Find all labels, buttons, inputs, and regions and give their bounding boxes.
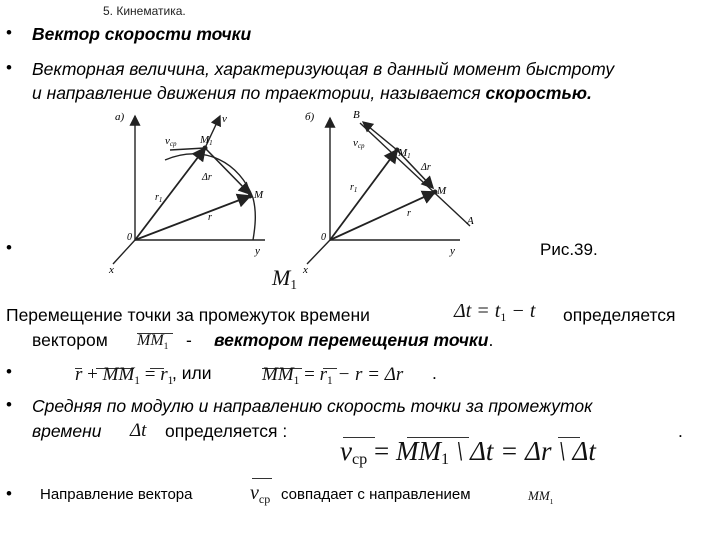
formula-line-dot: . (432, 363, 437, 383)
m1-subscript: 1 (290, 277, 297, 292)
big-mm-sub: 1 (440, 450, 450, 468)
avg-line-2-mid: определяется : (165, 421, 288, 441)
figure-b-dr-label: Δr (421, 162, 431, 173)
figure-b-origin-label: 0 (321, 232, 326, 243)
eq2-eq: = (299, 364, 320, 385)
eq1-r1: r (160, 364, 168, 385)
bullet-5-marker: • (6, 395, 12, 414)
displacement-dash: - (186, 330, 192, 350)
figure-a-panel-label: а) (115, 111, 125, 123)
average-velocity-formula (340, 436, 596, 469)
figure-b-trajectory (360, 123, 470, 226)
bullet-4-marker: • (6, 362, 12, 381)
mm1-vector (137, 332, 168, 352)
eq1-eq: = (139, 364, 161, 385)
figure-a-x-label: x (109, 264, 114, 276)
last-text-2: совпадает с направлением (281, 486, 471, 503)
figure-b-b-label: B (353, 109, 360, 121)
figure-a-point-m (248, 194, 253, 199)
figure-a-vcp-line (170, 148, 205, 150)
figure-a-m1-label: M1 (200, 134, 213, 147)
figure-a-vcp-label: vср (165, 135, 177, 148)
bullet-3-marker: • (6, 238, 12, 257)
delta-t-formula-end: − t (506, 300, 536, 322)
big-v-sub: ср (351, 450, 368, 468)
figure-a (105, 108, 280, 276)
big-rest: \ Δt = Δr \ Δt (449, 436, 596, 466)
displacement-line-2-start: вектором (32, 330, 108, 350)
eq2-mm: MM (262, 364, 294, 385)
figure-b-x-label: x (303, 264, 308, 276)
figure-b-a-label: A (467, 215, 474, 227)
avg-dt: Δt (130, 420, 147, 441)
m1-letter: M (272, 265, 291, 290)
big-v: v (340, 436, 352, 466)
figure-b-r1-vector (330, 150, 397, 240)
speed-term: скоростью. (485, 83, 592, 103)
figure-b-y-label: y (450, 245, 455, 257)
avg-line-2-start: времени (32, 421, 102, 441)
displacement-vector-term (214, 330, 493, 351)
figure-b-r1-label: $r_1$ (350, 182, 358, 194)
figure-a-r-label: r (208, 212, 212, 223)
displacement-bold: вектором перемещения точки (214, 330, 489, 350)
figure-a-x-axis (113, 240, 135, 264)
figure-a-m-label: M (254, 189, 264, 201)
figure-b-m-label: M (437, 185, 447, 197)
figure-b-m1-label: M1 (398, 147, 411, 160)
figure-a-origin-label: 0 (127, 232, 132, 243)
delta-t-formula-main: Δt = t (454, 300, 501, 322)
figure-a-dr-vector (205, 148, 250, 194)
figure-a-v-label: v (222, 113, 227, 125)
figure-b-r-vector (330, 192, 435, 240)
figure-a-y-label: y (255, 245, 260, 257)
figure-b (295, 108, 485, 276)
figure-b-vcp-vector (363, 122, 397, 150)
delta-t-formula (454, 300, 535, 325)
mm1-sub: 1 (163, 341, 169, 352)
mm1-text: MM (137, 332, 164, 349)
bullet-1-heading: Вектор скорости точки (32, 24, 252, 44)
delta-t-formula-sub: 1 (500, 310, 507, 324)
formula-eq-2 (262, 364, 403, 387)
last-mm-sub: 1 (549, 497, 554, 506)
bullet-1-marker: • (6, 23, 12, 42)
or-text: , или (172, 363, 212, 383)
bullet-2-marker: • (6, 58, 12, 77)
page-header: 5. Кинематика. (103, 4, 186, 18)
eq1-r1-sub: 1 (167, 375, 174, 387)
eq1-sub: 1 (134, 375, 140, 387)
bullet-6-marker: • (6, 484, 12, 503)
figure-b-vcp-label: vср (353, 137, 365, 150)
last-mm1 (528, 488, 554, 506)
figure-b-panel-label: б) (305, 111, 315, 123)
last-mm: MM (528, 488, 550, 503)
figure-a-r1-label: $r_1$ (155, 192, 163, 204)
eq2-r1-sub: 1 (326, 375, 333, 387)
bullet-2-line-2 (32, 83, 592, 104)
bullet-2-line-1: Векторная величина, характеризующая в данный момент быстроту (32, 59, 615, 79)
eq2-r1: r (319, 364, 327, 385)
eq1-mm: MM (102, 364, 135, 385)
last-text-1: Направление вектора (40, 486, 193, 503)
eq1-r: r (75, 364, 83, 385)
eq1-plus: + (82, 364, 103, 385)
avg-line-1: Средняя по модулю и направлению скорость точки за промежуток (32, 396, 593, 416)
displacement-line-1: Перемещение точки за промежуток времени (6, 305, 370, 325)
figure-a-point-m1 (203, 146, 208, 151)
last-v-sub: ср (258, 492, 271, 506)
last-v: v (250, 482, 259, 504)
figure-b-x-axis (307, 240, 330, 264)
displacement-end-dot: . (488, 330, 494, 350)
displacement-line-1-end: определяется (563, 305, 676, 325)
bullet-2-line-2-text: и направление движения по траектории, называется (32, 83, 486, 103)
eq2-rest: − r = Δr (332, 364, 404, 385)
formula-eq-1 (75, 364, 173, 387)
figure-a-trajectory (165, 154, 255, 240)
figure-caption: Рис.39. (540, 240, 598, 259)
figure-a-dr-label: Δr (202, 172, 212, 183)
big-mm: MM (396, 436, 441, 466)
last-vcp (250, 482, 270, 507)
m1-point-label (272, 265, 297, 293)
figure-b-r-label: r (407, 208, 411, 219)
eq2-sub: 1 (293, 375, 300, 387)
last-v-bar (252, 478, 272, 479)
avg-line-2-dot: . (678, 421, 683, 441)
big-eq: = (367, 436, 396, 466)
